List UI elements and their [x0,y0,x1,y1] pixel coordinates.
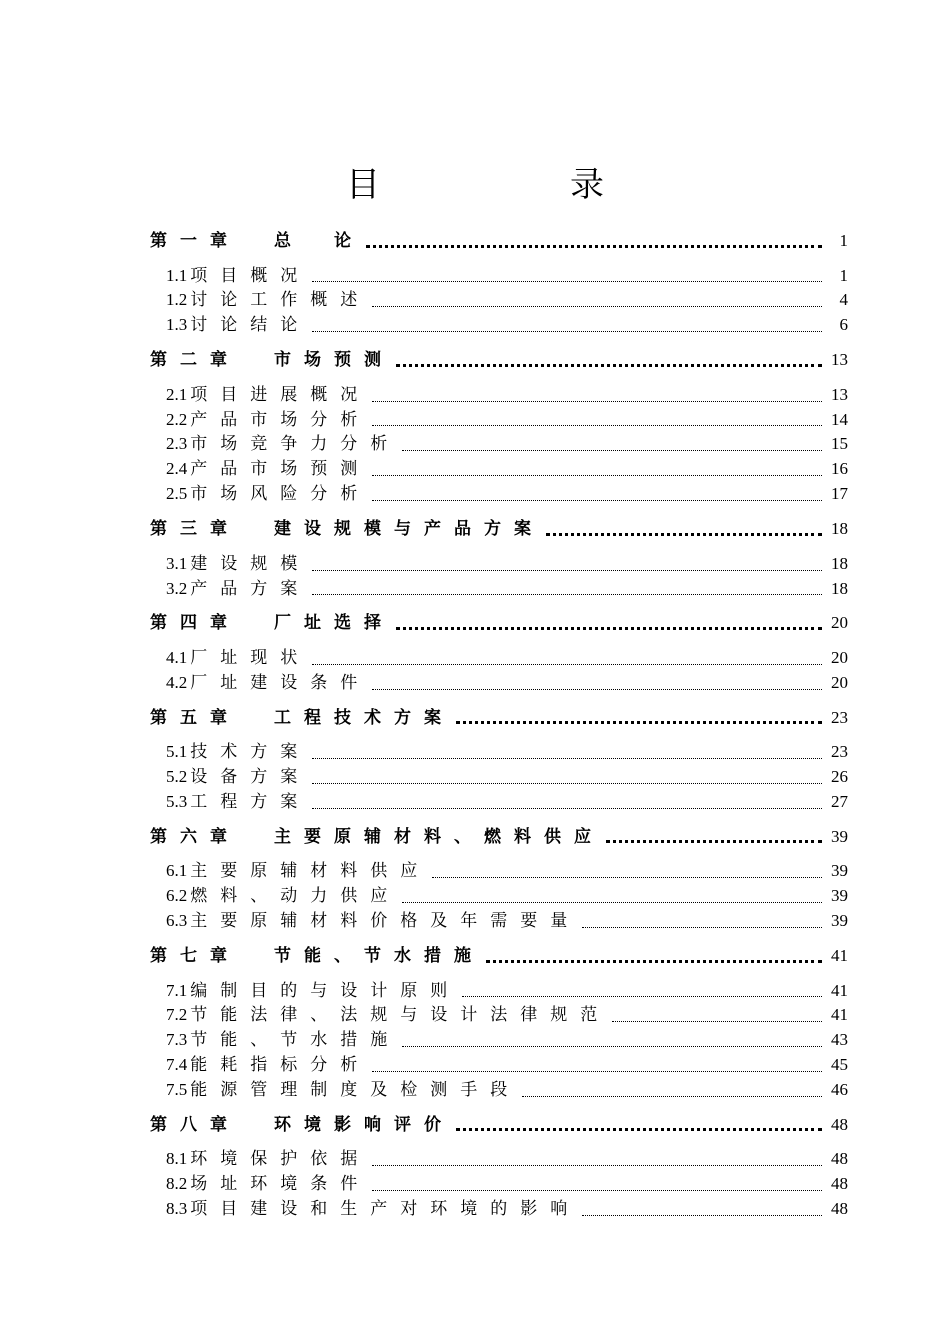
chapter-title: 环境影响评价 [274,1114,454,1134]
section-title: 能耗指标分析 [190,1055,371,1075]
chapter-title: 总 论 [274,231,364,250]
section-title: 主要原辅材料供应 [190,861,431,881]
section-number: 8.2 [166,1174,188,1194]
chapter-title: 主要原辅材料、燃料供应 [274,826,604,846]
section-title: 产品方案 [190,578,311,598]
toc-section-entry[interactable] [150,1028,848,1053]
dot-leader [522,1078,822,1103]
section-page-number: 20 [831,647,848,667]
chapter-page-number: 41 [831,946,848,966]
toc-section-entry[interactable] [150,646,848,671]
section-number: 3.2 [166,578,188,598]
chapter-label: 第一章 [150,231,240,250]
section-title: 项目进展概况 [190,384,371,404]
section-page-number: 23 [831,742,848,762]
toc-chapter-entry[interactable] [150,706,848,731]
toc-section-entry[interactable] [150,577,848,602]
toc-chapter-entry[interactable] [150,825,848,850]
section-number: 7.5 [166,1080,188,1100]
chapter-page-number: 18 [831,519,848,539]
dot-leader [396,348,822,373]
dot-leader [612,1003,822,1028]
dot-leader [402,1028,822,1053]
section-number: 2.3 [166,434,188,454]
section-number: 3.1 [166,553,188,573]
section-number: 7.4 [166,1055,188,1075]
section-title: 工程方案 [190,791,311,811]
section-number: 4.1 [166,647,188,667]
toc-section-entry[interactable] [150,859,848,884]
section-title: 讨论结论 [190,315,311,335]
section-page-number: 20 [831,672,848,692]
chapter-page-number: 13 [831,350,848,370]
dot-leader [312,577,822,602]
dot-leader [582,909,822,934]
dot-leader [372,1172,822,1197]
dot-leader [462,979,822,1004]
toc-section-entry[interactable] [150,909,848,934]
toc-section-entry[interactable] [150,1053,848,1078]
toc-section-entry[interactable] [150,740,848,765]
toc-section-entry[interactable] [150,432,848,457]
section-title: 主要原辅材料价格及年需要量 [190,911,581,931]
chapter-page-number: 48 [831,1114,848,1134]
section-title: 项目概况 [190,265,311,285]
dot-leader [582,1197,822,1222]
chapter-page-number: 39 [831,826,848,846]
toc-section-entry[interactable] [150,1147,848,1172]
section-title: 节能、节水措施 [190,1030,401,1050]
dot-leader [312,313,822,338]
dot-leader [312,552,822,577]
dot-leader [372,408,822,433]
section-page-number: 18 [831,578,848,598]
section-page-number: 39 [831,911,848,931]
section-title: 环境保护依据 [190,1149,371,1169]
dot-leader [372,1053,822,1078]
chapter-title: 建设规模与产品方案 [274,519,544,539]
section-number: 7.3 [166,1030,188,1050]
chapter-label: 第七章 [150,946,240,966]
toc-section-entry[interactable] [150,313,848,338]
chapter-label: 第三章 [150,519,240,539]
section-title: 能源管理制度及检测手段 [190,1080,521,1100]
section-page-number: 13 [831,384,848,404]
section-page-number: 41 [831,1005,848,1025]
section-page-number: 4 [839,290,848,310]
section-page-number: 45 [831,1055,848,1075]
section-page-number: 15 [831,434,848,454]
section-number: 5.1 [166,742,188,762]
dot-leader [456,706,822,731]
section-title: 编制目的与设计原则 [190,980,461,1000]
chapter-title: 市场预测 [274,350,394,370]
chapter-page-number: 1 [839,231,848,250]
section-page-number: 16 [831,459,848,479]
section-page-number: 39 [831,861,848,881]
section-page-number: 46 [831,1080,848,1100]
toc-section-entry[interactable] [150,979,848,1004]
toc-section-entry[interactable] [150,457,848,482]
chapter-label: 第八章 [150,1114,240,1134]
section-page-number: 17 [831,484,848,504]
section-page-number: 14 [831,409,848,429]
section-number: 5.3 [166,791,188,811]
toc-chapter-entry[interactable] [150,611,848,636]
dot-leader [546,517,822,542]
dot-leader [372,671,822,696]
toc-section-entry[interactable] [150,482,848,507]
dot-leader [432,859,822,884]
section-page-number: 18 [831,553,848,573]
section-number: 2.1 [166,384,188,404]
section-title: 市场风险分析 [190,484,371,504]
section-page-number: 48 [831,1174,848,1194]
toc-section-entry[interactable] [150,884,848,909]
section-number: 1.2 [166,290,188,310]
section-title: 技术方案 [190,742,311,762]
dot-leader [372,383,822,408]
dot-leader [396,611,822,636]
chapter-page-number: 20 [831,613,848,633]
section-title: 建设规模 [190,553,311,573]
section-title: 项目建设和生产对环境的影响 [190,1199,581,1219]
section-number: 1.3 [166,315,188,335]
section-number: 2.5 [166,484,188,504]
section-number: 7.2 [166,1005,188,1025]
dot-leader [372,457,822,482]
chapter-label: 第五章 [150,707,240,727]
dot-leader [312,646,822,671]
chapter-label: 第二章 [150,350,240,370]
section-page-number: 41 [831,980,848,1000]
dot-leader [312,765,822,790]
section-page-number: 1 [839,265,848,285]
table-of-contents [150,229,848,1222]
toc-title: 目 录 [346,167,682,204]
toc-section-entry[interactable] [150,264,848,289]
toc-section-entry[interactable] [150,552,848,577]
section-number: 6.1 [166,861,188,881]
toc-section-entry[interactable] [150,1078,848,1103]
section-number: 8.1 [166,1149,188,1169]
section-title: 讨论工作概述 [190,290,371,310]
dot-leader [402,432,822,457]
dot-leader [312,740,822,765]
toc-section-entry[interactable] [150,765,848,790]
dot-leader [312,790,822,815]
section-title: 设备方案 [190,767,311,787]
toc-section-entry[interactable] [150,671,848,696]
section-number: 4.2 [166,672,188,692]
section-title: 市场竞争力分析 [190,434,401,454]
dot-leader [312,264,822,289]
dot-leader [486,944,822,969]
chapter-title: 节能、节水措施 [274,946,484,966]
section-title: 场址环境条件 [190,1174,371,1194]
toc-section-entry[interactable] [150,408,848,433]
toc-chapter-entry[interactable] [150,348,848,373]
section-number: 6.2 [166,886,188,906]
section-title: 厂址现状 [190,647,311,667]
chapter-title: 工程技术方案 [274,707,454,727]
section-number: 6.3 [166,911,188,931]
section-number: 8.3 [166,1199,188,1219]
section-title: 产品市场预测 [190,459,371,479]
dot-leader [372,1147,822,1172]
dot-leader [372,288,822,313]
toc-section-entry[interactable] [150,1197,848,1222]
toc-chapter-entry[interactable] [150,517,848,542]
dot-leader [606,825,822,850]
section-title: 燃料、动力供应 [190,886,401,906]
toc-chapter-entry[interactable] [150,229,848,254]
section-page-number: 26 [831,767,848,787]
section-page-number: 6 [839,315,848,335]
section-number: 5.2 [166,767,188,787]
dot-leader [366,229,822,254]
section-page-number: 43 [831,1030,848,1050]
section-number: 1.1 [166,265,188,285]
section-number: 2.2 [166,409,188,429]
toc-section-entry[interactable] [150,790,848,815]
chapter-title: 厂址选择 [274,613,394,633]
chapter-label: 第四章 [150,613,240,633]
section-page-number: 27 [831,791,848,811]
dot-leader [372,482,822,507]
section-page-number: 48 [831,1149,848,1169]
toc-section-entry[interactable] [150,288,848,313]
dot-leader [456,1113,822,1138]
section-number: 7.1 [166,980,188,1000]
chapter-page-number: 23 [831,707,848,727]
toc-section-entry[interactable] [150,1003,848,1028]
section-page-number: 48 [831,1199,848,1219]
section-title: 产品市场分析 [190,409,371,429]
section-number: 2.4 [166,459,188,479]
dot-leader [402,884,822,909]
section-title: 厂址建设条件 [190,672,371,692]
toc-section-entry[interactable] [150,1172,848,1197]
toc-chapter-entry[interactable] [150,944,848,969]
toc-chapter-entry[interactable] [150,1113,848,1138]
section-title: 节能法律、法规与设计法律规范 [190,1005,611,1025]
toc-section-entry[interactable] [150,383,848,408]
section-page-number: 39 [831,886,848,906]
chapter-label: 第六章 [150,826,240,846]
